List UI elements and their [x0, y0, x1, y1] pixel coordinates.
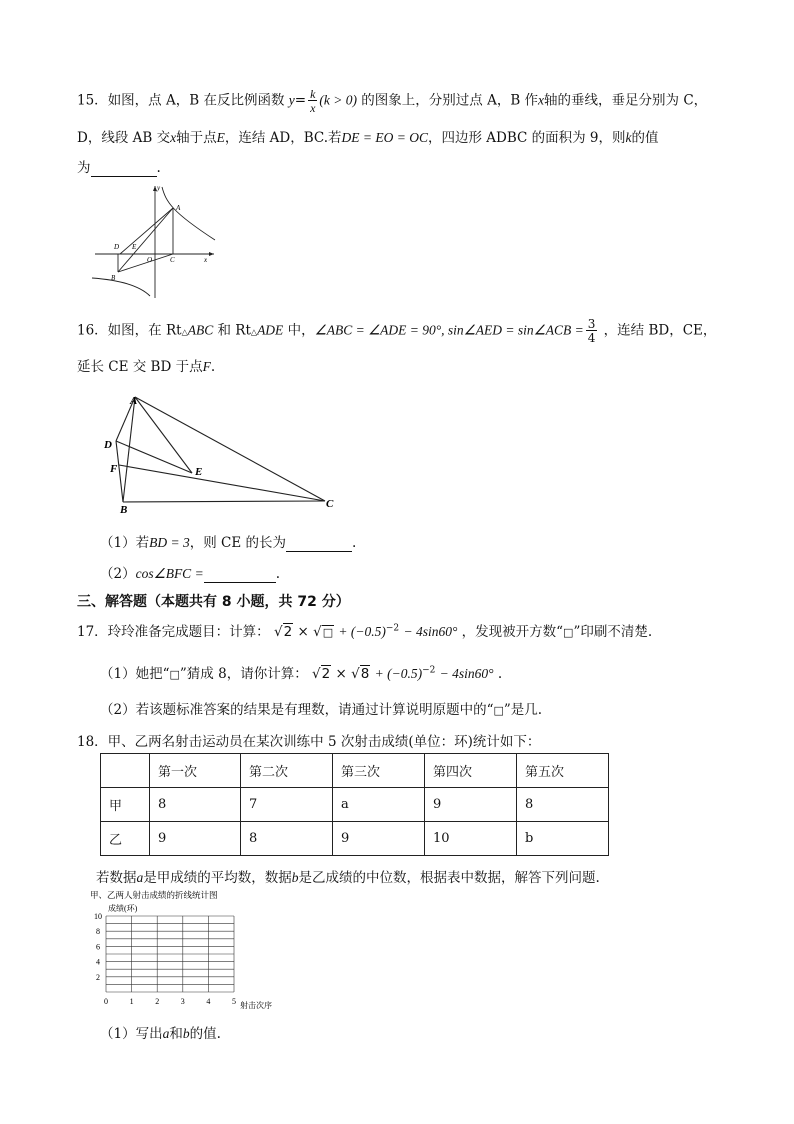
q16-part2-blank[interactable]: [204, 566, 276, 583]
table-header-cell: [101, 754, 150, 788]
table-cell: 甲: [101, 788, 150, 822]
table-cell: a: [333, 788, 425, 822]
q18-intro: 18．甲、乙两名射击运动员在某次训练中 5 次射击成绩(单位：环)统计如下：: [77, 734, 541, 750]
chart-xtick-label: 0: [104, 997, 108, 1006]
q15-answer-blank[interactable]: [91, 160, 157, 177]
q18-after-table: 若数据a是甲成绩的平均数，数据b是乙成绩的中位数，根据表中数据，解答下列问题.: [96, 870, 600, 886]
q17-part2: （2）若该题标准答案的结果是有理数，请通过计算说明原题中的“□”是几.: [100, 702, 543, 718]
table-cell: 9: [333, 822, 425, 856]
q15-fig-label-A: A: [176, 204, 181, 212]
table-cell: 9: [425, 788, 517, 822]
table-header-cell: 第四次: [425, 754, 517, 788]
chart-ylabel: 成绩(环): [108, 904, 138, 913]
table-row: [101, 822, 609, 856]
chart-ytick-label: 6: [96, 942, 100, 952]
q16-figure: [100, 390, 350, 515]
table-cell: 7: [241, 788, 333, 822]
chart-ytick-label: 10: [94, 912, 102, 921]
q16-fraction: $\frac{3}{4}$: [587, 317, 596, 345]
q15-line1: 15．如图，点 A，B 在反比例函数 y= $\frac{k}{x}$ (k > 0) 的图象上，分别过点 A，B 作x轴的垂线，垂足分别为 C，: [77, 87, 708, 115]
chart-xlabel: 射击次序: [240, 1001, 272, 1010]
chart-xtick-label: 3: [180, 997, 185, 1006]
chart-xtick-label: 2: [155, 997, 160, 1006]
q15-fig-label-C: C: [170, 256, 175, 264]
q15-line2: D，线段 AB 交x轴于点E，连结 AD，BC.若DE = EO = OC，四边形 ADBC 的面积为 9，则k的值: [77, 130, 659, 146]
table-header-row: [101, 754, 609, 788]
table-cell: 8: [517, 788, 609, 822]
q15-fig-label-O: O: [147, 256, 153, 264]
q15-figure: [90, 182, 218, 300]
chart-ytick-label: 2: [96, 972, 100, 982]
q18-score-table: [100, 753, 609, 856]
chart-xtick-label: 5: [232, 997, 236, 1006]
table-cell: 8: [241, 822, 333, 856]
q15-fig-label-E: E: [132, 243, 137, 251]
q18-empty-line-chart: [88, 888, 308, 1013]
q15-fig-label-B: B: [111, 274, 116, 282]
q17-line1: 17．玲玲准备完成题目：计算： √2 × √□ + $(-0.5)^{-2} - 4\sin 60^\circ$ ，发现被开方数“□”印刷不清楚.: [77, 623, 653, 640]
table-header-cell: 第一次: [150, 754, 241, 788]
q16-part1-blank[interactable]: [286, 535, 352, 552]
q16-fig-label-D: D: [104, 439, 112, 451]
q16-part1: （1）若BD = 3，则 CE 的长为 .: [100, 535, 357, 551]
q16-line1: 16．如图，在 Rt△ABC 和 Rt△ADE 中，∠ABC = ∠ADE = 90°, sin∠AED = sin∠ACB = $\frac{3}{4}$ ，连结 BD，CE，: [77, 317, 717, 345]
table-header-cell: 第二次: [241, 754, 333, 788]
q16-part2: （2）cos∠BFC = .: [100, 566, 280, 582]
q16-fig-label-B: B: [120, 504, 128, 515]
table-cell: 8: [150, 788, 241, 822]
q15-fraction: $\frac{k}{x}$: [310, 87, 316, 115]
chart-ytick-label: 4: [96, 957, 100, 967]
chart-xtick-label: 4: [206, 997, 211, 1006]
table-row: [101, 788, 609, 822]
q16-fig-label-F: F: [110, 463, 118, 475]
chart-title: 甲、乙两人射击成绩的折线统计图: [90, 890, 218, 900]
table-cell: b: [517, 822, 609, 856]
q15-fig-label-x: x: [204, 256, 208, 264]
q15-number: 15．: [77, 92, 108, 109]
q16-fig-label-E: E: [195, 466, 203, 478]
chart-ytick-label: 8: [96, 927, 100, 937]
q15-fig-label-D: D: [114, 243, 120, 251]
section-title: 三、解答题（本题共有 8 小题，共 72 分）: [77, 594, 350, 610]
q18-part1: （1）写出a和b的值.: [100, 1026, 221, 1042]
chart-grid: [94, 912, 236, 1006]
table-cell: 乙: [101, 822, 150, 856]
table-header-cell: 第五次: [517, 754, 609, 788]
q16-fig-label-C: C: [326, 498, 334, 510]
chart-xtick-label: 1: [129, 997, 134, 1006]
q15-fig-label-y: y: [157, 184, 161, 192]
table-cell: 10: [425, 822, 517, 856]
q17-part1: （1）她把“□”猜成 8，请你计算： $√2 \times √8 + (-0.5)^{-2} - 4\sin 60^\circ$ .: [100, 665, 503, 682]
table-header-cell: 第三次: [333, 754, 425, 788]
table-cell: 9: [150, 822, 241, 856]
q15-line3: 为 .: [77, 160, 161, 176]
q16-line2: 延长 CE 交 BD 于点F.: [77, 359, 216, 375]
q16-fig-label-A: A: [130, 395, 138, 407]
